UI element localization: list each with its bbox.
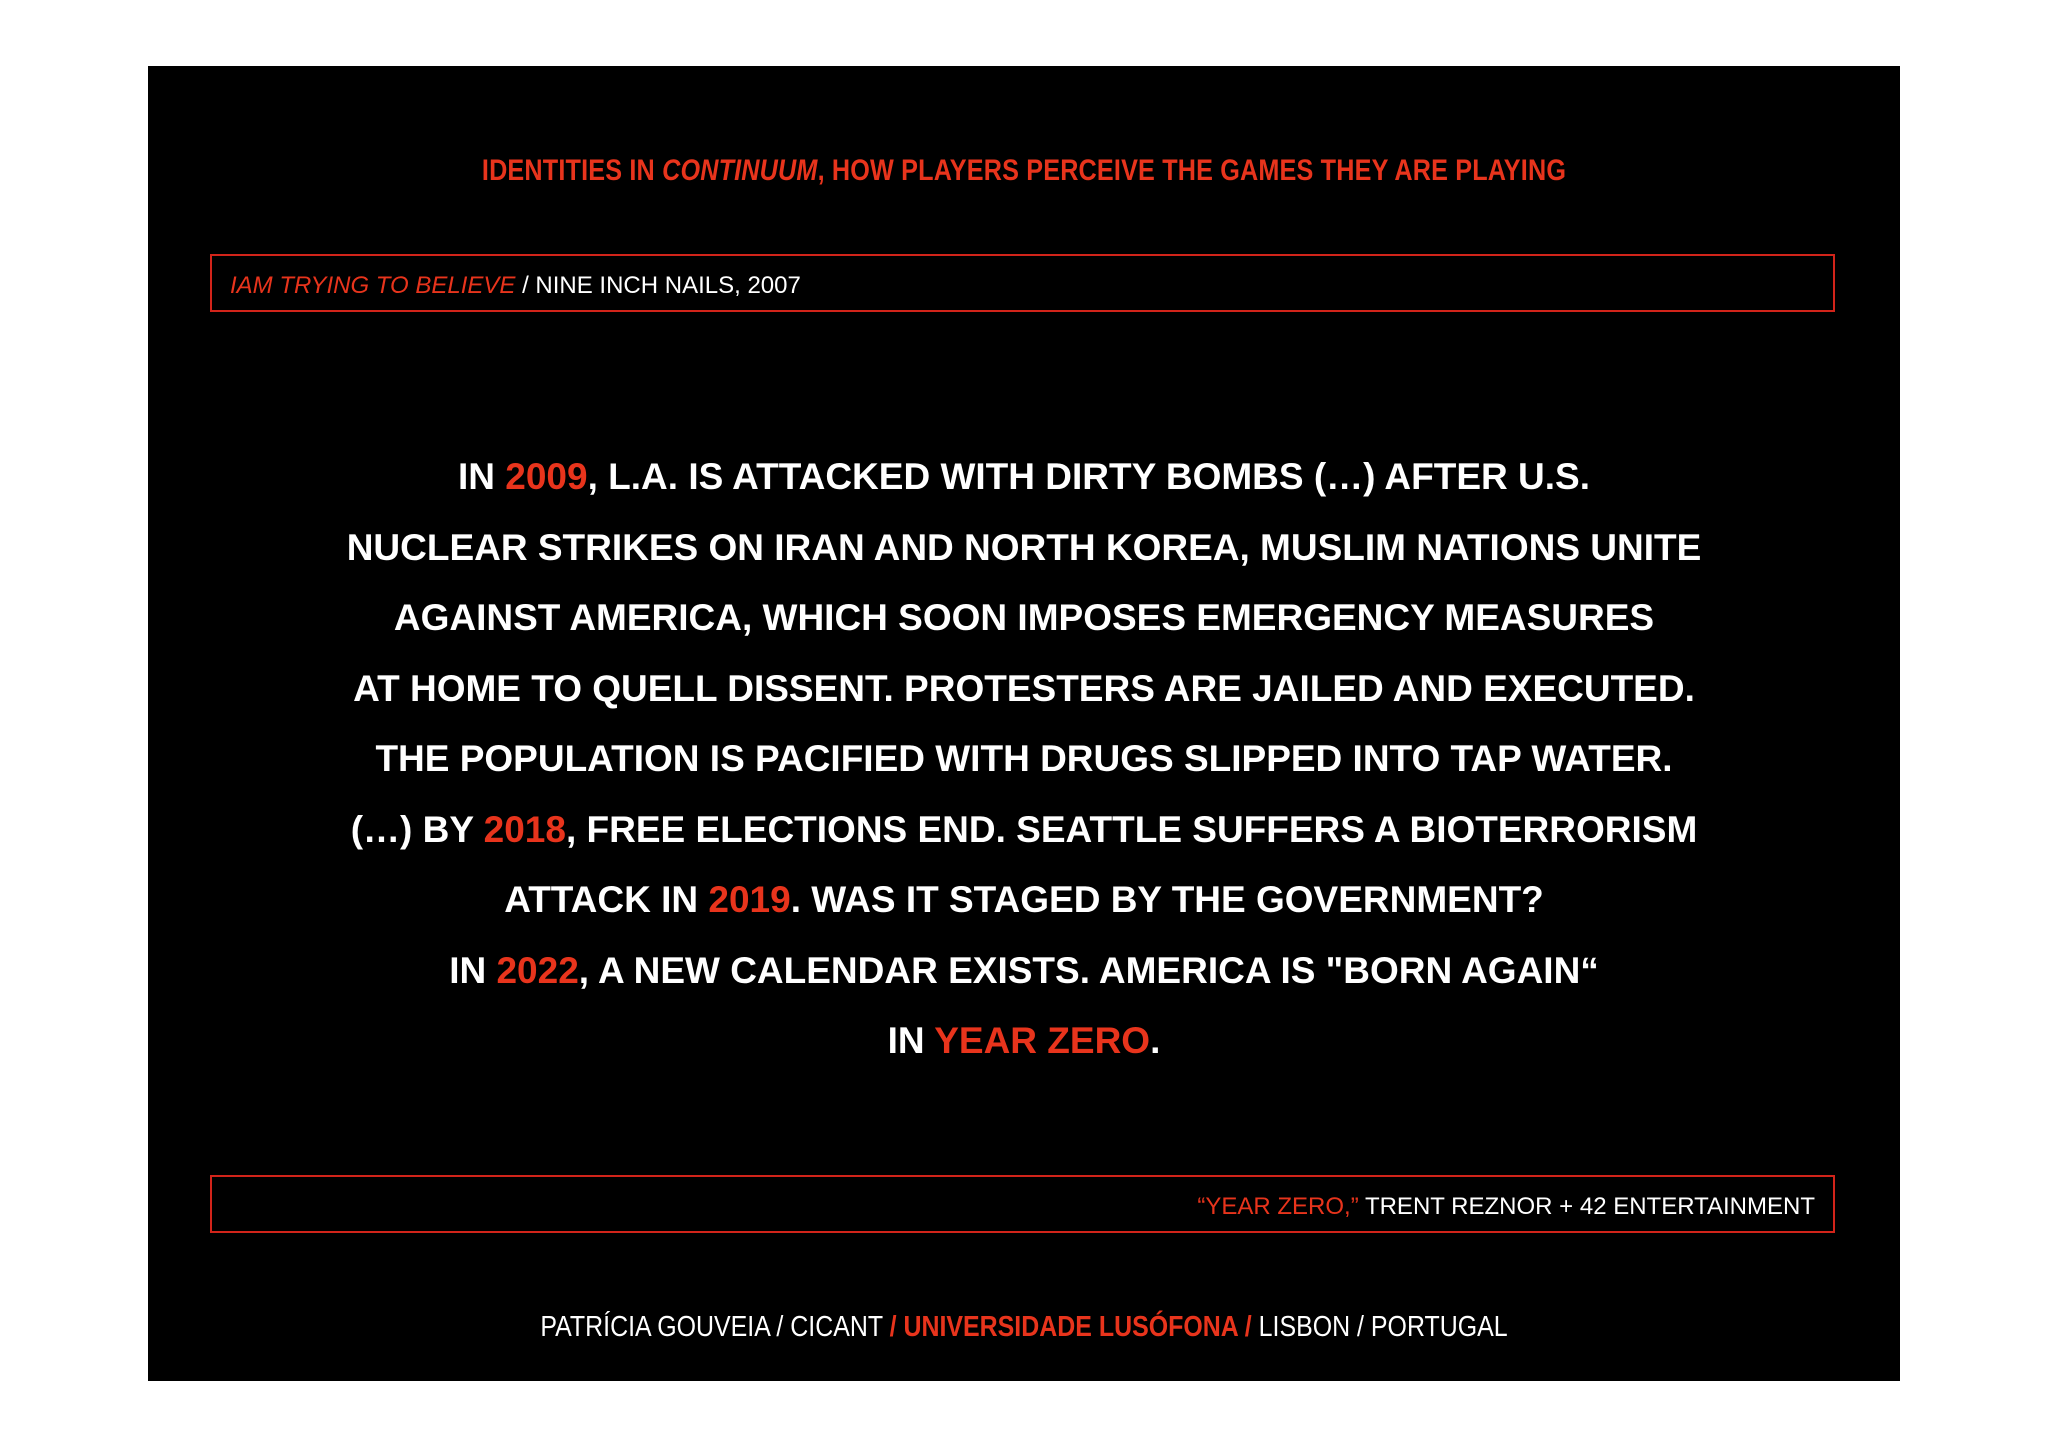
- quote-text: IN: [458, 456, 506, 497]
- highlight-year: 2019: [708, 879, 791, 920]
- slide: [148, 66, 1900, 1381]
- quote-line-1: [148, 442, 1900, 513]
- footer-university: / UNIVERSIDADE LUSÓFONA /: [889, 1311, 1252, 1343]
- quote-text: .: [1150, 1020, 1161, 1061]
- title-part-1: IDENTITIES IN: [481, 154, 663, 187]
- highlight-year: 2018: [483, 808, 566, 850]
- quote-text: . WAS IT STAGED BY THE GOVERNMENT?: [790, 879, 1544, 920]
- reference-text-top: [230, 272, 801, 300]
- quote-line-8: [148, 936, 1900, 1007]
- highlight-year: 2022: [496, 949, 579, 991]
- quote-text: ATTACK IN: [504, 879, 709, 920]
- quote-line-5: THE POPULATION IS PACIFIED WITH DRUGS SLIPPED INTO TAP WATER.: [375, 738, 1673, 779]
- highlight-year: 2009: [505, 456, 588, 497]
- work-credit: / NINE INCH NAILS, 2007: [515, 272, 801, 299]
- source-title: “YEAR ZERO,”: [1197, 1193, 1359, 1220]
- quote-text: , A NEW CALENDAR EXISTS. AMERICA IS "BORN AGAIN“: [578, 949, 1599, 991]
- quote-line-2: NUCLEAR STRIKES ON IRAN AND NORTH KOREA, MUSLIM NATIONS UNITE: [346, 526, 1702, 568]
- quote-text: IN: [887, 1020, 935, 1061]
- source-credit: TRENT REZNOR + 42 ENTERTAINMENT: [1358, 1193, 1815, 1220]
- quote-text: IN: [449, 949, 497, 991]
- quote-text: (…) BY: [350, 808, 484, 850]
- title-italic-word: CONTINUUM: [662, 154, 818, 187]
- quote-text: , FREE ELECTIONS END. SEATTLE SUFFERS A BIOTERRORISM: [565, 808, 1698, 850]
- quote-line-4: AT HOME TO QUELL DISSENT. PROTESTERS ARE JAILED AND EXECUTED.: [353, 667, 1695, 709]
- slide-footer: [271, 1311, 1778, 1344]
- footer-location: LISBON / PORTUGAL: [1251, 1311, 1508, 1343]
- quote-line-9: [148, 1006, 1900, 1077]
- quote-line-6: [148, 795, 1900, 866]
- footer-author: PATRÍCIA GOUVEIA / CICANT: [540, 1311, 890, 1343]
- quote-text: , L.A. IS ATTACKED WITH DIRTY BOMBS (…) AFTER U.S.: [587, 456, 1590, 497]
- quote-block: [148, 442, 1900, 1077]
- reference-box-bottom: [210, 1175, 1835, 1233]
- title-part-3: , HOW PLAYERS PERCEIVE THE GAMES THEY ARE PLAYING: [817, 154, 1567, 187]
- quote-line-3: AGAINST AMERICA, WHICH SOON IMPOSES EMERGENCY MEASURES: [393, 597, 1655, 638]
- quote-line-7: [148, 865, 1900, 936]
- reference-text-bottom: [1197, 1193, 1815, 1221]
- slide-title: [288, 154, 1760, 188]
- reference-box-top: [210, 254, 1835, 312]
- highlight-phrase: YEAR ZERO: [934, 1020, 1151, 1061]
- work-title: IAM TRYING TO BELIEVE: [230, 272, 516, 299]
